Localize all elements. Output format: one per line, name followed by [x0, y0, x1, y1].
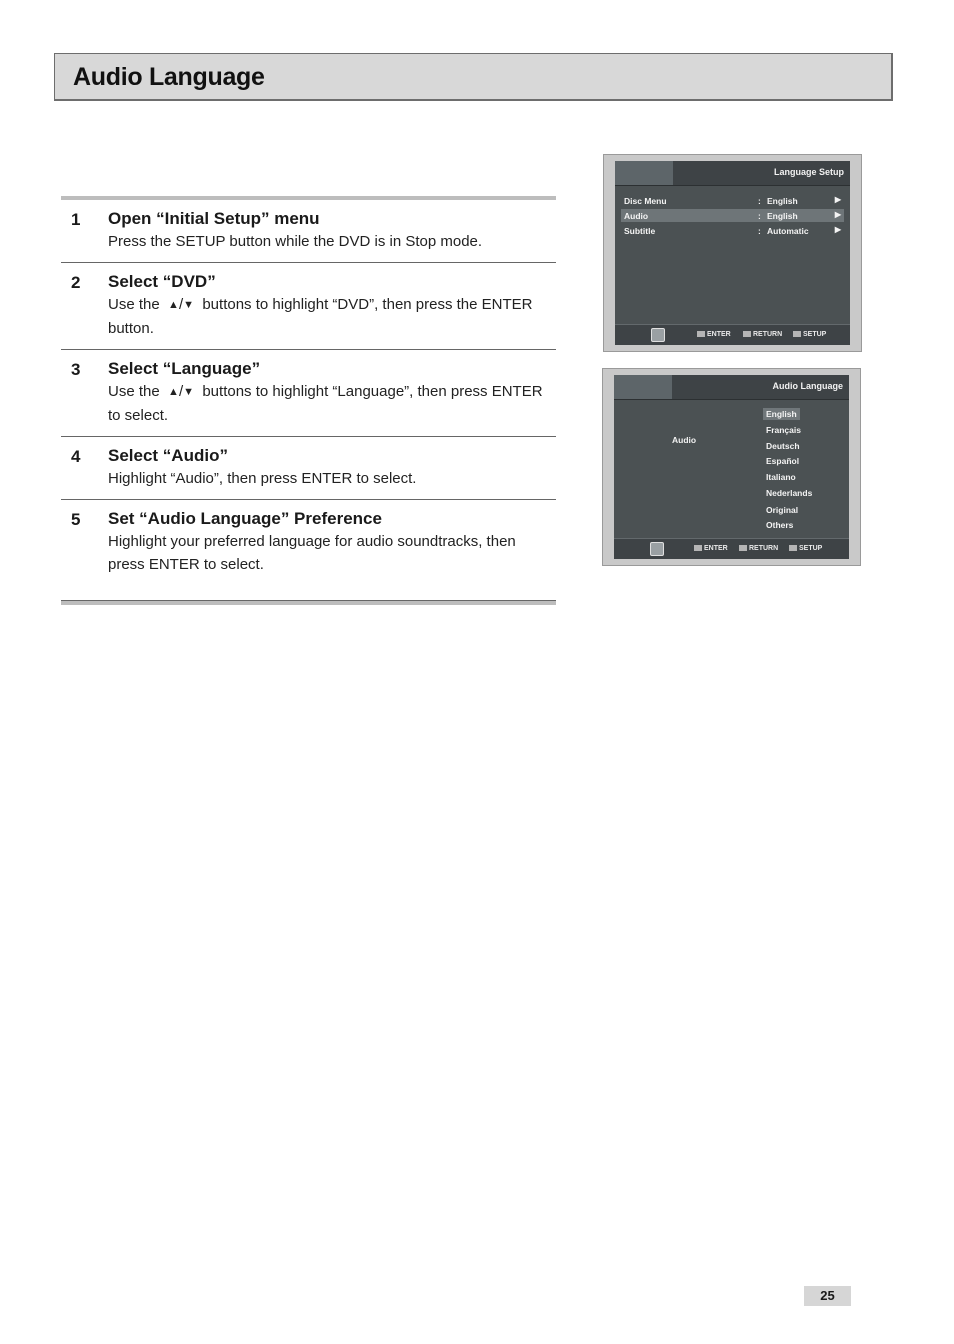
- setup-icon: [789, 545, 797, 551]
- steps-list: [61, 196, 556, 605]
- setup-label: SETUP: [803, 331, 827, 338]
- language-setup-screenshot: [603, 154, 862, 352]
- play-arrow-icon: ▶: [834, 195, 841, 204]
- step-1: [61, 200, 556, 263]
- play-arrow-icon: ▶: [834, 210, 841, 219]
- slash: /: [178, 296, 184, 313]
- screen-footer: [614, 538, 849, 559]
- enter-icon: [694, 545, 702, 551]
- step-number: 1: [71, 210, 81, 229]
- screen-title: Audio Language: [772, 381, 843, 391]
- step-heading: Set “Audio Language” Preference: [108, 509, 382, 528]
- setup-hint: [789, 545, 822, 552]
- menu-row-audio: [621, 209, 844, 222]
- step-number: 2: [71, 273, 81, 292]
- step-text: Highlight your preferred language for audio soundtracks, then press ENTER to select.: [108, 533, 516, 573]
- screen-tab: [615, 161, 673, 185]
- row-value: English: [767, 211, 798, 221]
- step-heading: Open “Initial Setup” menu: [108, 209, 320, 228]
- step-2: [61, 263, 556, 350]
- enter-label: ENTER: [704, 545, 728, 552]
- step-number: 4: [71, 447, 81, 466]
- screen-panel: [615, 161, 850, 345]
- audio-item-label: Audio: [672, 435, 697, 445]
- title-bar: [54, 53, 893, 101]
- return-icon: [743, 331, 751, 337]
- step-text: Highlight “Audio”, then press ENTER to select.: [108, 470, 417, 487]
- return-hint: [739, 545, 778, 552]
- step-5: [61, 500, 556, 601]
- step-4: [61, 437, 556, 500]
- menu-row-subtitle: [621, 224, 844, 237]
- bottom-rule: [61, 601, 556, 605]
- language-option-original: Original: [766, 505, 799, 515]
- step-text-after: buttons to highlight “Language”, then press ENTER to select.: [108, 383, 543, 424]
- return-label: RETURN: [753, 331, 783, 338]
- page-number: 25: [804, 1286, 851, 1306]
- row-colon: :: [758, 211, 761, 221]
- step-3: [61, 350, 556, 437]
- screen-tab: [614, 375, 672, 399]
- enter-hint: [697, 331, 731, 338]
- screen-panel: [614, 375, 849, 559]
- menu-row-disc-menu: [621, 194, 844, 207]
- setup-icon: [793, 331, 801, 337]
- setup-hint: [793, 331, 826, 338]
- navigation-pad-icon: [651, 328, 665, 342]
- language-option-italiano: Italiano: [766, 472, 796, 482]
- play-arrow-icon: ▶: [834, 225, 841, 234]
- row-value: English: [767, 196, 798, 206]
- step-number: 5: [71, 510, 81, 529]
- step-text-before: Use the: [108, 383, 160, 400]
- screen-title: Language Setup: [773, 167, 844, 177]
- screen-footer: [615, 324, 850, 345]
- language-option-espanol: Español: [766, 456, 800, 466]
- row-value: Automatic: [767, 226, 809, 236]
- language-option-others: Others: [766, 520, 794, 530]
- setup-label: SETUP: [799, 545, 823, 552]
- return-icon: [739, 545, 747, 551]
- up-arrow-icon: ▲: [168, 299, 179, 311]
- up-arrow-icon: ▲: [168, 386, 179, 398]
- step-text-before: Use the: [108, 296, 160, 313]
- enter-hint: [694, 545, 728, 552]
- enter-icon: [697, 331, 705, 337]
- screen-header: [615, 161, 850, 186]
- step-heading: Select “Language”: [108, 359, 261, 378]
- language-option-deutsch: Deutsch: [766, 441, 800, 451]
- navigation-pad-icon: [650, 542, 664, 556]
- language-option-francais: Français: [766, 425, 801, 435]
- row-label: Audio: [624, 211, 649, 221]
- step-heading: Select “DVD”: [108, 272, 216, 291]
- row-colon: :: [758, 226, 761, 236]
- return-hint: [743, 331, 782, 338]
- step-text: [108, 293, 556, 340]
- step-text: Press the SETUP button while the DVD is in Stop mode.: [108, 233, 483, 250]
- step-heading: Select “Audio”: [108, 446, 228, 465]
- down-arrow-icon: ▼: [183, 299, 194, 311]
- step-text: [108, 380, 556, 427]
- down-arrow-icon: ▼: [183, 386, 194, 398]
- language-option-nederlands: Nederlands: [766, 488, 813, 498]
- enter-label: ENTER: [707, 331, 731, 338]
- step-number: 3: [71, 360, 81, 379]
- language-option-english: English: [763, 408, 800, 420]
- row-colon: :: [758, 196, 761, 206]
- screen-header: [614, 375, 849, 400]
- page-title: Audio Language: [73, 63, 265, 91]
- row-label: Disc Menu: [624, 196, 667, 206]
- slash: /: [178, 383, 184, 400]
- step-text-after: buttons to highlight “DVD”, then press the ENTER button.: [108, 296, 533, 337]
- return-label: RETURN: [749, 545, 779, 552]
- row-label: Subtitle: [624, 226, 656, 236]
- audio-language-screenshot: [602, 368, 861, 566]
